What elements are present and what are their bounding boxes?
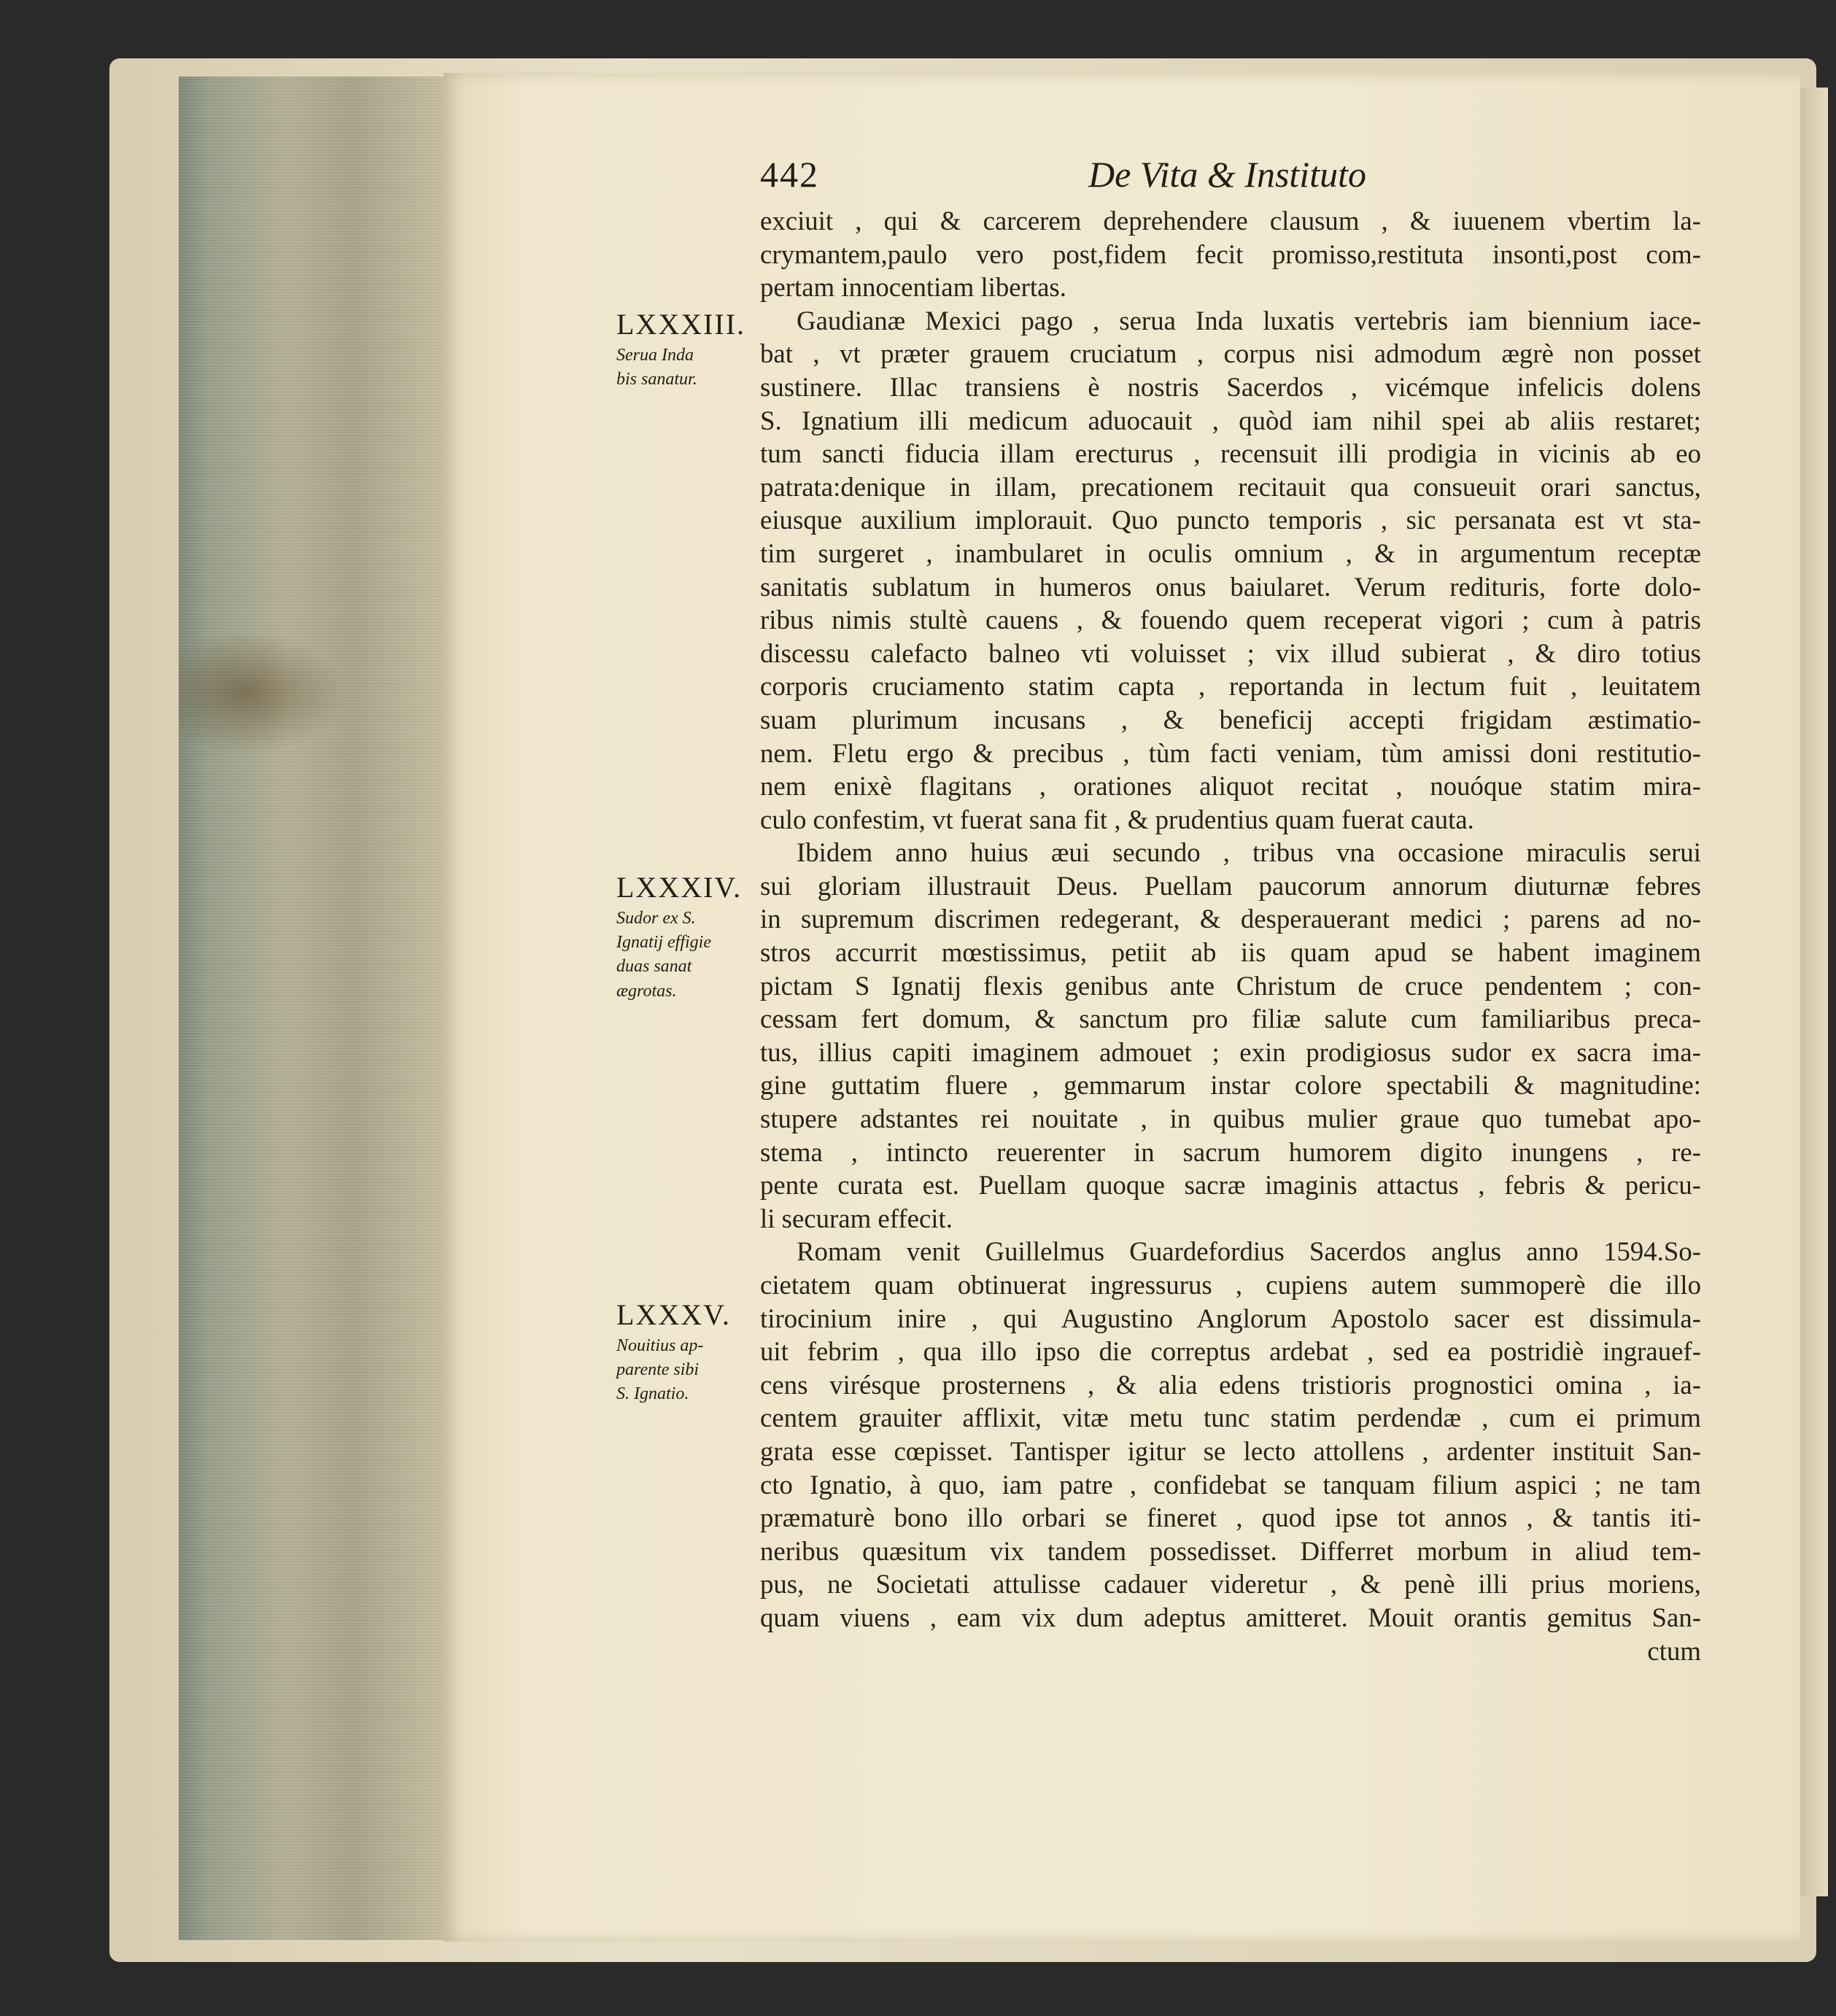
margin-note-lxxxiv [616,869,743,1003]
text-line: stros accurrit mœstissimus, petiit ab iis quam apud se habent imaginem [760,937,1701,968]
running-header [760,153,1708,212]
margin-gloss-line: Sudor ex S. [616,909,696,928]
text-line: culo confestim, vt fuerat sana fit , & prudentius quam fuerat cauta. [760,804,1474,834]
text-line: tirocinium inire , qui Augustino Anglorum Apostolo sacer est dissimula- [760,1303,1701,1333]
section-number: LXXXIV. [616,871,743,904]
text-line: eiusque auxilium implorauit. Quo puncto temporis , sic persanata est vt sta- [760,505,1701,535]
text-line: bat , vt præter grauem cruciatum , corpus nisi admodum ægrè non posset [760,338,1701,369]
text-line: neribus quæsitum vix tandem possedisset. Differret morbum in aliud tem- [760,1535,1701,1566]
text-line: suam plurimum incusans , & beneficij accepti frigidam æstimatio- [760,704,1701,734]
running-title: De Vita & Instituto [1088,154,1366,195]
page-number: 442 [760,154,819,195]
text-line: in supremum discrimen redegerant, & desperauerant medici ; parens ad no- [760,904,1701,934]
text-line: S. Ignatium illi medicum aduocauit , quòd iam nihil spei ab aliis restaret; [760,405,1701,435]
edge-stain [179,631,346,755]
text-line: cens virésque prosternens , & alia edens tristioris prognostici omina , ia- [760,1369,1701,1400]
text-line: nem enixè flagitans , orationes aliquot recitat , nouóque statim mira- [760,771,1701,802]
margin-note-lxxxiii [616,306,746,391]
text-line: stupere adstantes rei nouitate , in quibus mulier graue quo tumebat apo- [760,1104,1701,1134]
text-line: sui gloriam illustrauit Deus. Puellam paucorum annorum diuturnæ febres [760,870,1701,901]
text-line: discessu calefacto balneo vti voluisset ; vix illud subierat , & diro totius [760,637,1701,668]
text-line: nem. Fletu ergo & precibus , tùm facti veniam, tùm amissi doni restitutio- [760,737,1701,768]
text-line: patrata:denique in illam, precationem recitauit qua consueuit orari sanctus, [760,471,1701,502]
text-line: grata esse cœpisset. Tantisper igitur se lecto attollens , ardenter instituit San- [760,1435,1701,1466]
text-line: tum sancti fiducia illam erecturus , recensuit illi prodigia in vicinis ab eo [760,438,1701,469]
margin-gloss-line: parente sibi [616,1360,700,1380]
text-line: ribus nimis stultè cauens , & fouendo quem receperat vigori ; cum à patris [760,605,1701,635]
text-line: quam viuens , eam vix dum adeptus amitteret. Mouit orantis gemitus San- [760,1602,1701,1632]
margin-gloss-line: bis sanatur. [616,370,697,389]
text-line: præmaturè bono illo orbari se fineret , quod ipse tot annos , & tantis iti- [760,1503,1701,1533]
text-line: tim surgeret , inambularet in oculis omnium , & in argumentum receptæ [760,538,1701,568]
text-line: pente curata est. Puellam quoque sacræ imaginis attactus , febris & pericu- [760,1170,1701,1201]
text-line: Romam venit Guillelmus Guardefordius Sacerdos anglus anno 1594.So- [797,1236,1701,1267]
text-line: pertam innocentiam libertas. [760,272,1066,303]
text-line: Ibidem anno huius æui secundo , tribus vna occasione miraculis serui [797,837,1701,868]
text-line: sanitatis sublatum in humeros onus baiularet. Verum redituris, forte dolo- [760,571,1701,602]
text-line: tus, illius capiti imaginem admouet ; exin prodigiosus sudor ex sacra ima- [760,1036,1701,1067]
margin-gloss-line: S. Ignatio. [616,1384,689,1404]
text-line: crymantem,paulo vero post,fidem fecit promisso,restituta insonti,post com- [760,239,1701,269]
text-line: Gaudianæ Mexici pago , serua Inda luxatis vertebris iam biennium iace- [797,305,1701,336]
text-line: cietatem quam obtinuerat ingressurus , cupiens autem summoperè die illo [760,1270,1701,1300]
text-line: stema , intincto reuerenter in sacrum humorem digito inungens , re- [760,1136,1701,1167]
text-line: cto Ignatio, à quo, iam patre , confidebat se tanquam filium aspici ; ne tam [760,1469,1701,1500]
margin-note-lxxxv [616,1297,740,1406]
section-number: LXXXV. [616,1298,731,1331]
body-text [760,204,1701,1667]
text-line: sustinere. Illac transiens è nostris Sacerdos , vicémque infelicis dolens [760,371,1701,402]
text-line: pictam S Ignatij flexis genibus ante Christum de cruce pendentem ; con- [760,970,1701,1001]
text-line: gine guttatim fluere , gemmarum instar colore spectabili & magnitudine: [760,1070,1701,1101]
margin-gloss-line: Serua Inda [616,346,694,365]
text-line: pus, ne Societati attulisse cadauer videretur , & penè illi prius moriens, [760,1569,1701,1600]
catchword: ctum [1647,1635,1701,1666]
page-edges [179,77,450,1940]
margin-gloss-line: Ignatij effigie [616,933,711,953]
margin-gloss-line: Nouitius ap- [616,1336,704,1355]
margin-gloss-line: duas sanat [616,957,692,977]
facing-page-edge [1800,88,1828,1896]
text-line: uit febrim , qua illo ipso die correptus ardebat , sed ea postridiè ingrauef- [760,1336,1701,1367]
text-line: li securam effecit. [760,1203,953,1233]
text-line: centem grauiter afflixit, vitæ metu tunc statim perdendæ , cum ei primum [760,1403,1701,1433]
section-number: LXXXIII. [616,308,746,341]
text-line: exciuit , qui & carcerem deprehendere clausum , & iuuenem vbertim la- [760,206,1701,236]
margin-gloss-line: ægrotas. [616,981,677,1001]
text-line: corporis cruciamento statim capta , reportanda in lectum fuit , leuitatem [760,671,1701,702]
text-line: cessam fert domum, & sanctum pro filiæ salute cum familiaribus preca- [760,1004,1701,1034]
